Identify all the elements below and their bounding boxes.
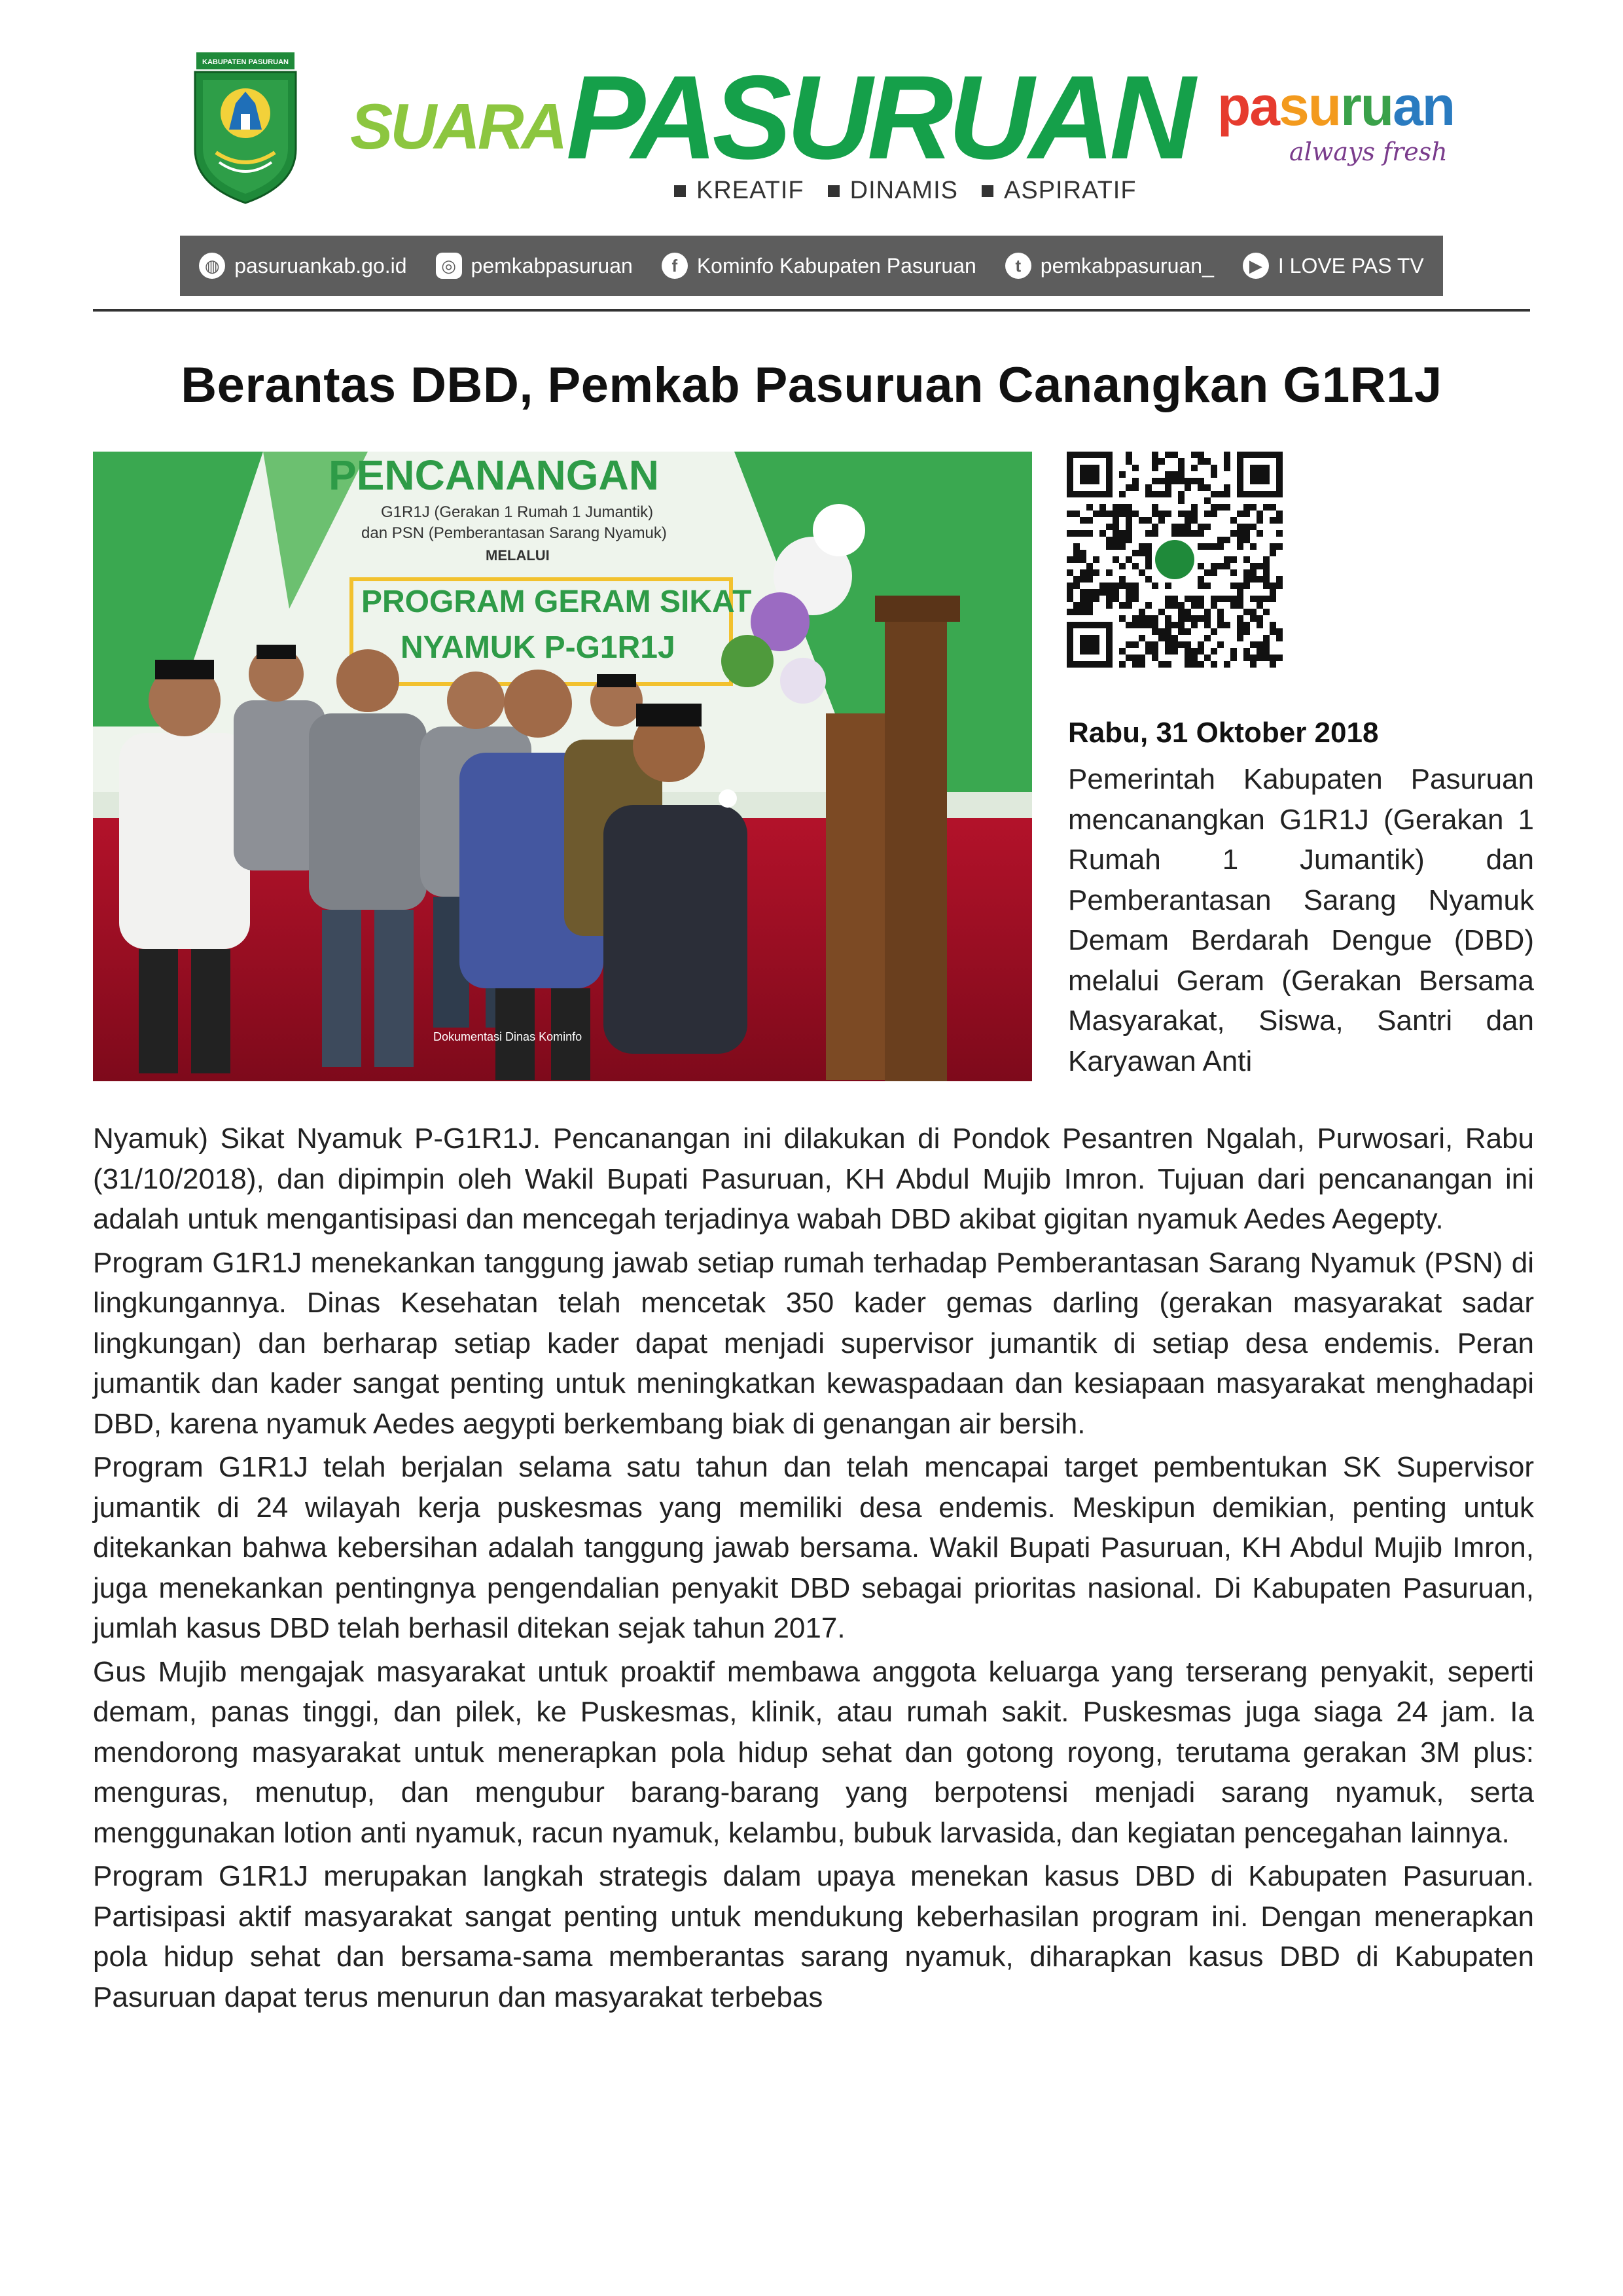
twitter-icon: t bbox=[1005, 253, 1031, 279]
article-body bbox=[93, 1119, 1534, 2020]
tourism-logo-word: pasuruan bbox=[1217, 75, 1455, 137]
banner-text: NYAMUK P-G1R1J bbox=[401, 630, 675, 665]
article-paragraph: Program G1R1J telah berjalan selama satu tahun dan telah mencapai target pembentukan SK Supervisor jumantik di 24 wilayah kerja puskesmas yang memiliki desa endemis. Meskipun demikian, penting untuk ditekankan bahwa kebersihan adalah tanggung jawab bersama. Wakil Bupati Pasuruan, KH Abdul Mujib Imron, juga menekankan pentingnya pengendalian penyakit DBD sebagai prioritas nasional. Di Kabupaten Pasuruan, jumlah kasus DBD telah berhasil ditekan sejak tahun 2017. bbox=[93, 1451, 1534, 1644]
crest-label: KABUPATEN PASURUAN bbox=[202, 58, 289, 66]
social-link-tv[interactable]: ▶ I LOVE PAS TV bbox=[1243, 253, 1424, 279]
banner-text: G1R1J (Gerakan 1 Rumah 1 Jumantik) bbox=[381, 503, 654, 521]
qr-code[interactable] bbox=[1067, 452, 1283, 668]
article-title: Berantas DBD, Pemkab Pasuruan Canangkan G1R1J bbox=[181, 357, 1442, 413]
facebook-icon: f bbox=[662, 253, 688, 279]
article-paragraph: Nyamuk) Sikat Nyamuk P-G1R1J. Pencanangan ini dilakukan di Pondok Pesantren Ngalah, Purwosari, Rabu (31/10/2018), dan dipimpin oleh Wakil Bupati Pasuruan, KH Abdul Mujib Imron. Tujuan dari pencanangan ini adalah untuk mengantisipasi dan mencegah terjadinya wabah DBD akibat gigitan nyamuk Aedes Aegepty. bbox=[93, 1122, 1534, 1235]
tagline-item: ASPIRATIF bbox=[982, 177, 1137, 205]
article-paragraph: Program G1R1J menekankan tanggung jawab setiap rumah terhadap Pemberantasan Sarang Nyamuk (PSN) di lingkungannya. Dinas Kesehatan telah mencetak 350 kader gemas darling (gerakan masyarakat sadar lingkungan) dan berharap setiap kader dapat menjadi supervisor jumantik di setiap desa endemis. Peran jumantik dan kader sangat penting untuk meningkatkan kewaspadaan dan kesiapaan masyarakat menghadapi DBD, karena nyamuk Aedes aegypti berkembang biak di genangan air bersih. bbox=[93, 1246, 1534, 1440]
banner-text: PENCANANGAN bbox=[329, 452, 659, 499]
brand-main: PASURUAN bbox=[566, 50, 1190, 184]
article-photo bbox=[93, 452, 1032, 1081]
tv-icon: ▶ bbox=[1243, 253, 1269, 279]
tagline-item: DINAMIS bbox=[828, 177, 958, 205]
suara-pasuruan-logo bbox=[350, 50, 1190, 184]
pasuruan-always-fresh-logo bbox=[1217, 75, 1466, 183]
social-link-instagram[interactable]: ◎ pemkabpasuruan bbox=[436, 253, 633, 279]
social-link-facebook[interactable]: f Kominfo Kabupaten Pasuruan bbox=[662, 253, 976, 279]
tagline bbox=[674, 177, 1165, 205]
brand-prefix: SUARA bbox=[350, 90, 565, 162]
article-date: Rabu, 31 Oktober 2018 bbox=[1068, 717, 1379, 749]
article-paragraph: Gus Mujib mengajak masyarakat untuk proaktif membawa anggota keluarga yang terserang penyakit, seperti demam, panas tinggi, dan pilek, ke Puskesmas, klinik, atau rumah sakit. Puskesmas juga siaga 24 jam. Ia mendorong masyarakat untuk menerapkan pola hidup sehat dan gotong royong, terutama gerakan 3M plus: menguras, menutup, dan mengubur barang-barang yang berpotensi menjadi sarang nyamuk, serta menggunakan lotion anti nyamuk, racun nyamuk, kelambu, bubuk larvasida, dan kegiatan pencegahan lainnya. bbox=[93, 1655, 1534, 1849]
social-link-website[interactable]: ◍ pasuruankab.go.id bbox=[199, 253, 406, 279]
tourism-logo-tag: always fresh bbox=[1289, 137, 1448, 166]
article-lead: Pemerintah Kabupaten Pasuruan mencanangkan G1R1J (Gerakan 1 Rumah 1 Jumantik) dan Pemberantasan Sarang Nyamuk Demam Berdarah Dengue (DBD) melalui Geram (Gerakan Bersama Masyarakat, Siswa, Santri dan Karyawan Anti bbox=[1068, 763, 1534, 1077]
regency-crest-logo bbox=[190, 51, 301, 205]
banner-text: dan PSN (Pemberantasan Sarang Nyamuk) bbox=[361, 524, 667, 542]
globe-icon: ◍ bbox=[199, 253, 225, 279]
social-link-twitter[interactable]: t pemkabpasuruan_ bbox=[1005, 253, 1214, 279]
header-divider bbox=[93, 309, 1530, 312]
banner-text: PROGRAM GERAM SIKAT bbox=[361, 584, 752, 619]
article-paragraph: Program G1R1J merupakan langkah strategis dalam upaya menekan kasus DBD di Kabupaten Pasuruan. Partisipasi aktif masyarakat sangat penting untuk mendukung keberhasilan program ini. Dengan menerapkan pola hidup sehat dan bersama-sama memberantas sarang nyamuk, diharapkan kasus DBD di Kabupaten Pasuruan dapat terus menurun dan masyarakat terbebas bbox=[93, 1860, 1534, 2013]
instagram-icon: ◎ bbox=[436, 253, 462, 279]
tagline-item: KREATIF bbox=[674, 177, 804, 205]
photo-credit: Dokumentasi Dinas Kominfo bbox=[433, 1030, 582, 1043]
banner-text: MELALUI bbox=[486, 547, 550, 564]
social-links-bar bbox=[180, 236, 1443, 296]
